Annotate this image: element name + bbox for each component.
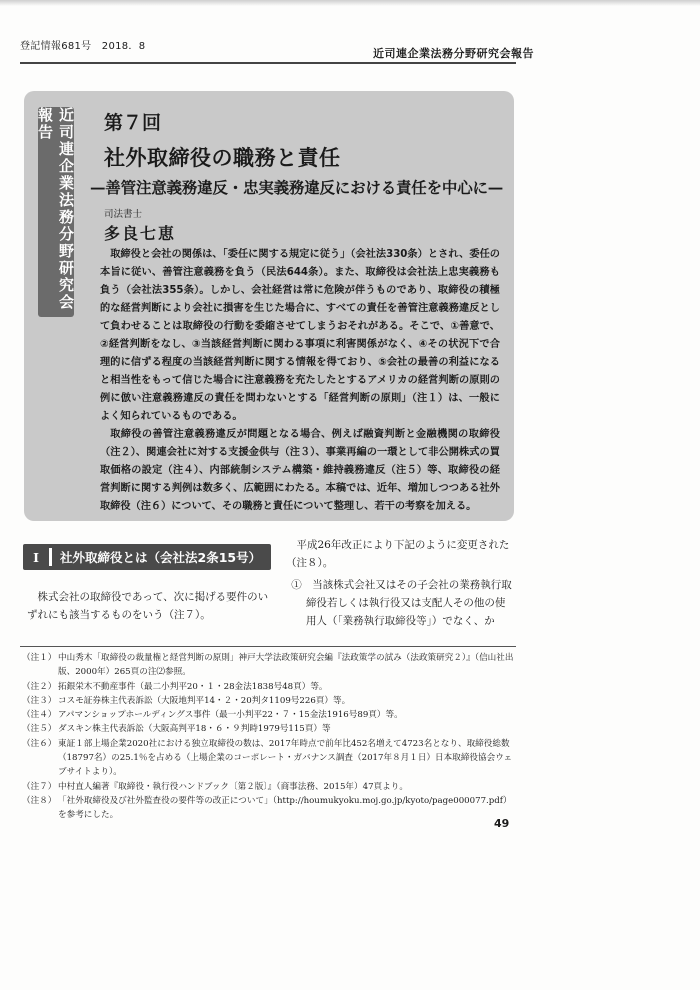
journal-issue: 登記情報681号 2018．8 <box>20 41 146 52</box>
header-rule <box>20 62 516 64</box>
body-paragraph: 株式会社の取締役であって、次に掲げる要件のいずれにも該当するものをいう（注７）。 <box>27 591 269 621</box>
author-name: 多良七恵 <box>104 224 177 243</box>
section-title: 社外取締役とは（会社法2条15号） <box>60 550 262 565</box>
footnotes <box>22 651 518 823</box>
footnote: （注５） ダスキン株主代表訴訟（大阪高判平18・６・９判時1979号115頁）等 <box>22 724 331 735</box>
footnote: （注４） アパマンショップホールディングス事件（最一小判平22・７・15金法1916号89頁）等。 <box>22 710 403 721</box>
footnote: （注６） 東証１部上場企業2020社における独立取締役の数は、2017年時点で前年比452名増えて4723名となり、取締役総数（18797名）の25.1％を占める（上場企業のコーポレート・ガバナンス調査（2017年８月１日）日本取締役協会ウェブサイトより）。 <box>22 738 513 778</box>
installment-number: 第７回 <box>104 112 162 134</box>
article-title: 社外取締役の職務と責任 <box>104 145 341 170</box>
body-left-column <box>27 588 277 624</box>
requirement-item-1: ① 当該株式会社又はその子会社の業務執行取締役若しくは執行役又は支配人その他の使用人（「業務執行取締役等」）でなく、か <box>291 579 512 627</box>
footnote: （注３） コスモ証券株主代表訴訟（大阪地判平14・２・20判タ1109号226頁）等。 <box>22 695 351 706</box>
section-number: Ⅰ <box>33 549 39 565</box>
body-paragraph-intro: 平成26年改正により下記のように変更された（注８）。 <box>286 539 510 569</box>
footnote: （注１） 中山秀木「取締役の裁量権と経営判断の原則」神戸大学法政策研究会編『法政策学の試み（法政策研究２）』（信山社出版、2000年）265頁の注⑵参照。 <box>22 653 514 678</box>
abstract-paragraph-2: 取締役の善管注意義務違反が問題となる場合、例えば融資判断と金融機関の取締役（注２）、関連会社に対する支援金供与（注３）、事業再編の一環として非公開株式の買取価格の設定（注４）、内部統制システム構築・維持義務違反（注５）等、取締役の経営判断に関する判例は数多く、広範囲にわたる。本稿では、近年、増加しつつある社外取締役（注６）について、その職務と責任について整理し、若干の考察を加える。 <box>100 429 500 512</box>
side-series-label: 近司連企業法務分野研究会報告 <box>38 107 74 317</box>
section-heading <box>23 544 271 570</box>
author-role: 司法書士 <box>104 209 143 220</box>
abstract <box>100 246 500 516</box>
section-divider <box>49 548 52 566</box>
article-subtitle: —善管注意義務違反・忠実義務違反における責任を中心に— <box>90 178 504 197</box>
body-right-column <box>286 536 514 630</box>
page-number: 49 <box>494 817 510 830</box>
footnote: （注８） 「社外取締役及び社外監査役の要件等の改正について」（http://houmukyoku.moj.go.jp/kyoto/page000077.pdf）を参考にした。 <box>22 795 512 821</box>
footnote: （注２） 拓銀栄木不動産事件（最二小判平20・１・28金法1838号48頁）等。 <box>22 681 328 692</box>
series-title: 近司連企業法務分野研究会報告 <box>373 47 534 60</box>
footnote: （注７） 中村直人編著『取締役・執行役ハンドブック〔第２版〕』（商事法務、2015年）47頁より。 <box>22 781 408 792</box>
abstract-paragraph-1: 取締役と会社の関係は、「委任に関する規定に従う」（会社法330条）とされ、委任の本旨に従い、善管注意義務を負う（民法644条）。また、取締役は会社法上忠実義務も負う（会社法355条）。しかし、会社経営は常に危険が伴うものであり、取締役の積極的な経営判断により会社に損害を生じた場合に、すべての責任を善管注意義務違反として負わせることは取締役の行動を委縮させてしまうおそれがある。そこで、①善意で、②経営判断をなし、③当該経営判断に関わる事項に利害関係がなく、④その状況下で合理的に信ずる程度の当該経営判断に関する情報を得ており、⑤会社の最善の利益になると相当性をもって信じた場合に注意義務を充たしたとするアメリカの経営判断の原則の例に倣い注意義務違反の責任を問わないとする「経営判断の原則」（注１）は、一般によく知られているものである。 <box>100 249 500 422</box>
scan-edge <box>0 0 700 6</box>
footnote-rule <box>20 646 516 647</box>
